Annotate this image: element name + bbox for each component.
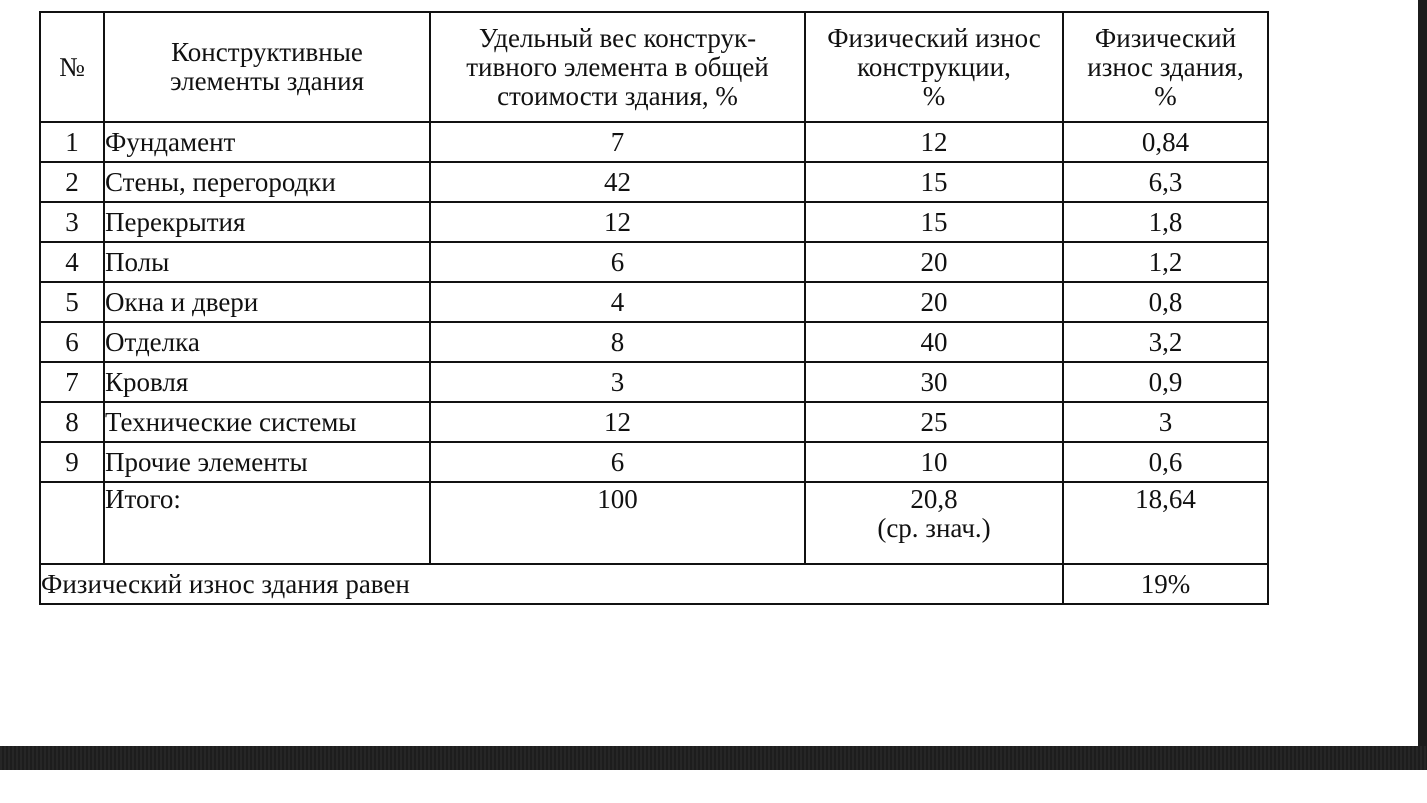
table-row [40, 362, 1268, 402]
row-element: Окна и двери [104, 282, 430, 322]
total-construction-wear-cell [805, 482, 1063, 564]
row-share: 6 [430, 442, 805, 482]
header-building-wear [1063, 12, 1268, 122]
table-row [40, 242, 1268, 282]
row-building-wear: 0,84 [1063, 122, 1268, 162]
header-building-wear-line-3: % [1154, 80, 1177, 111]
header-num: № [40, 12, 104, 122]
header-share [430, 12, 805, 122]
table-row [40, 202, 1268, 242]
row-share: 12 [430, 402, 805, 442]
header-construction-wear-line-3: % [922, 80, 946, 111]
total-share: 100 [430, 482, 805, 564]
row-share: 6 [430, 242, 805, 282]
row-building-wear: 1,2 [1063, 242, 1268, 282]
summary-row [40, 564, 1268, 604]
row-num: 2 [40, 162, 104, 202]
total-row [40, 482, 1268, 564]
row-construction-wear: 40 [805, 322, 1063, 362]
row-num: 7 [40, 362, 104, 402]
total-num-empty [40, 482, 104, 564]
row-building-wear: 3 [1063, 402, 1268, 442]
header-building-wear-line-2: износ здания, [1087, 51, 1244, 82]
table-header-row [40, 12, 1268, 122]
row-construction-wear: 25 [805, 402, 1063, 442]
row-share: 42 [430, 162, 805, 202]
row-element: Стены, перегородки [104, 162, 430, 202]
row-building-wear: 0,6 [1063, 442, 1268, 482]
table-row [40, 282, 1268, 322]
row-building-wear: 0,8 [1063, 282, 1268, 322]
header-share-line-3: стоимости здания, % [497, 80, 738, 111]
row-construction-wear: 15 [805, 162, 1063, 202]
row-building-wear: 6,3 [1063, 162, 1268, 202]
row-construction-wear: 15 [805, 202, 1063, 242]
header-share-line-1: Удельный вес конструк- [478, 22, 757, 53]
row-num: 5 [40, 282, 104, 322]
header-element-line-1: Конструктивные [171, 37, 363, 67]
summary-label: Физический износ здания равен [40, 564, 1063, 604]
total-label: Итого: [104, 482, 430, 564]
row-num: 1 [40, 122, 104, 162]
physical-wear-table [39, 11, 1269, 605]
row-share: 8 [430, 322, 805, 362]
row-element: Отделка [104, 322, 430, 362]
row-construction-wear: 30 [805, 362, 1063, 402]
header-element [104, 12, 430, 122]
row-element: Перекрытия [104, 202, 430, 242]
header-construction-wear [805, 12, 1063, 122]
row-share: 3 [430, 362, 805, 402]
row-num: 3 [40, 202, 104, 242]
row-share: 12 [430, 202, 805, 242]
row-building-wear: 0,9 [1063, 362, 1268, 402]
row-element: Полы [104, 242, 430, 282]
bottom-white-strip [0, 770, 1427, 803]
header-construction-wear-line-2: конструкции, [857, 51, 1011, 82]
row-num: 4 [40, 242, 104, 282]
row-num: 9 [40, 442, 104, 482]
row-element: Кровля [104, 362, 430, 402]
row-construction-wear: 20 [805, 282, 1063, 322]
table-row [40, 122, 1268, 162]
total-construction-wear-note: (ср. знач.) [877, 513, 991, 543]
row-construction-wear: 20 [805, 242, 1063, 282]
row-construction-wear: 10 [805, 442, 1063, 482]
total-construction-wear: 20,8 [910, 484, 958, 514]
row-element: Технические системы [104, 402, 430, 442]
row-num: 6 [40, 322, 104, 362]
table-row [40, 402, 1268, 442]
row-share: 7 [430, 122, 805, 162]
row-element: Прочие элементы [104, 442, 430, 482]
table-row [40, 442, 1268, 482]
header-share-line-2: тивного элемента в общей [466, 51, 769, 82]
row-element: Фундамент [104, 122, 430, 162]
table-row [40, 322, 1268, 362]
header-element-line-2: элементы здания [170, 66, 364, 96]
table-row [40, 162, 1268, 202]
header-construction-wear-line-1: Физический износ [827, 22, 1041, 53]
total-building-wear: 18,64 [1063, 482, 1268, 564]
row-building-wear: 1,8 [1063, 202, 1268, 242]
summary-value: 19% [1063, 564, 1268, 604]
header-building-wear-line-1: Физический [1094, 22, 1237, 53]
row-share: 4 [430, 282, 805, 322]
row-building-wear: 3,2 [1063, 322, 1268, 362]
row-construction-wear: 12 [805, 122, 1063, 162]
row-num: 8 [40, 402, 104, 442]
bottom-dark-band [0, 746, 1427, 770]
right-edge-bar [1418, 0, 1427, 748]
